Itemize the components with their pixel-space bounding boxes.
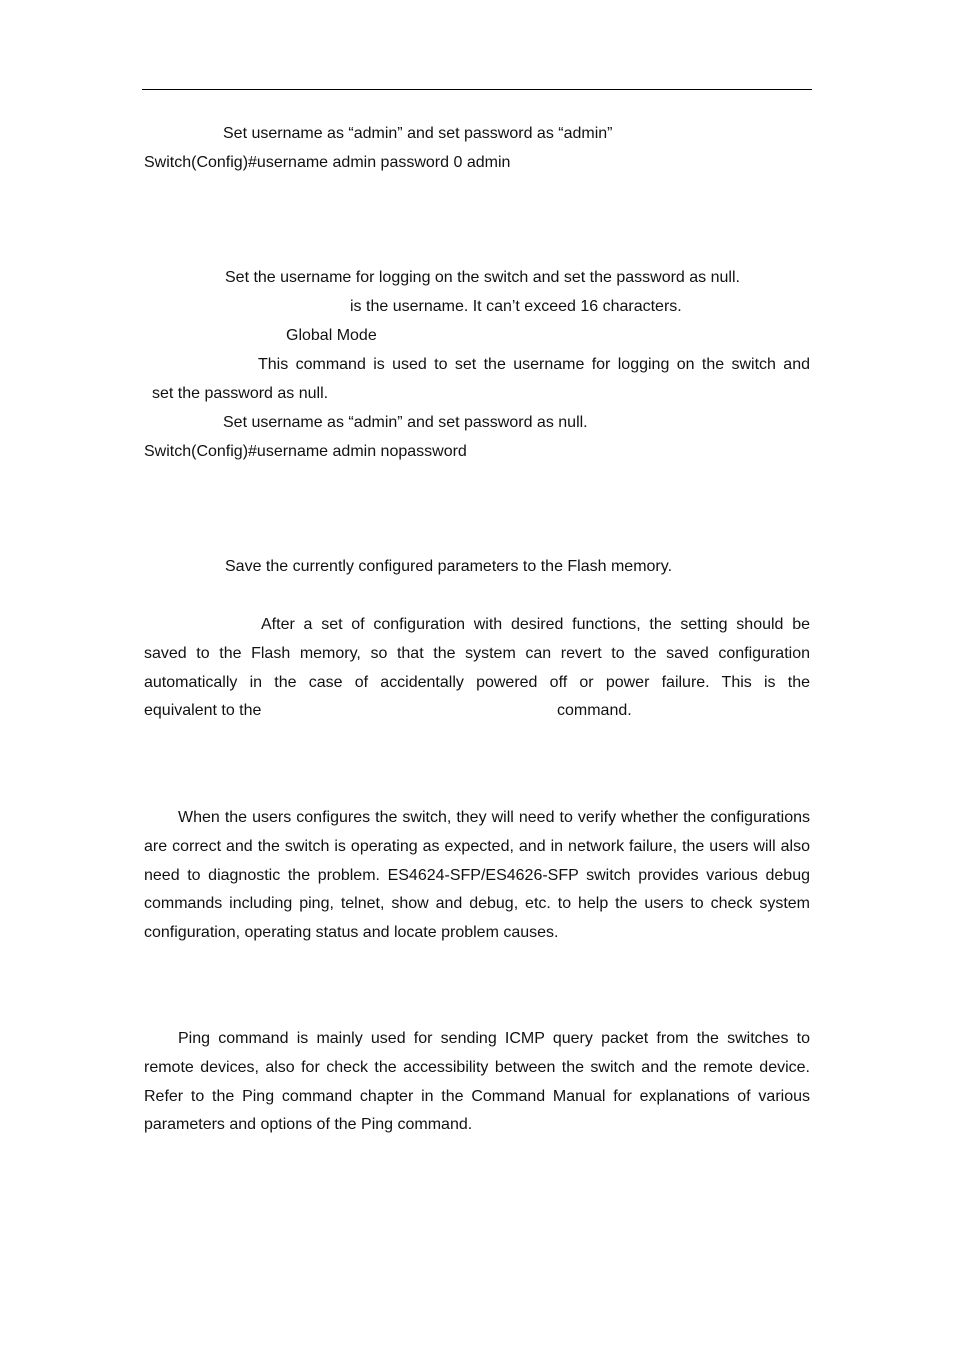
function-description: Set the username for logging on the switch and set the password as null. — [225, 269, 740, 286]
usage-guide-line-1: This command is used to set the username for logging on the switch and — [258, 356, 810, 373]
example-description: Set username as “admin” and set password as “admin” — [223, 125, 613, 142]
usage-guide-line-4-start: equivalent to the — [144, 702, 262, 720]
usage-guide-line-3: automatically in the case of accidentally powered off or power failure. This is the — [144, 673, 810, 691]
example-command: Switch(Config)#username admin password 0 admin — [144, 154, 511, 171]
example-description: Set username as “admin” and set password as null. — [223, 414, 588, 431]
example-command: Switch(Config)#username admin nopassword — [144, 443, 467, 460]
usage-guide-line-2: saved to the Flash memory, so that the system can revert to the saved configuration — [144, 644, 810, 662]
command-mode: Global Mode — [286, 327, 377, 344]
usage-guide-paragraph — [144, 611, 810, 726]
debug-intro-text: When the users configures the switch, they will need to verify whether the configurations are correct and the switch is operating as expected, and in network failure, the users will also need to diagnostic the problem. ES4624-SFP/ES4626-SFP switch provides various debug commands including ping, telnet, show and debug, etc. to help the users to check system configuration, operating status and locate problem causes. — [144, 809, 810, 942]
usage-guide-line-1: After a set of configuration with desired functions, the setting should be — [261, 616, 810, 633]
header-rule — [142, 89, 812, 90]
usage-guide-line-2: set the password as null. — [152, 385, 329, 402]
ping-intro-text: Ping command is mainly used for sending ICMP query packet from the switches to remote devices, also for check the accessibility between the switch and the remote device. Refer to the Ping command chapter in the Command Manual for explanations of various parameters and options of the Ping command. — [144, 1030, 810, 1134]
usage-guide-line-4 — [144, 697, 810, 726]
debug-intro-paragraph — [144, 804, 810, 948]
usage-guide-line-4-end: command. — [557, 702, 632, 720]
parameter-description: is the username. It can’t exceed 16 characters. — [350, 298, 682, 315]
ping-intro-paragraph — [144, 1025, 810, 1140]
function-description: Save the currently configured parameters to the Flash memory. — [225, 558, 673, 575]
